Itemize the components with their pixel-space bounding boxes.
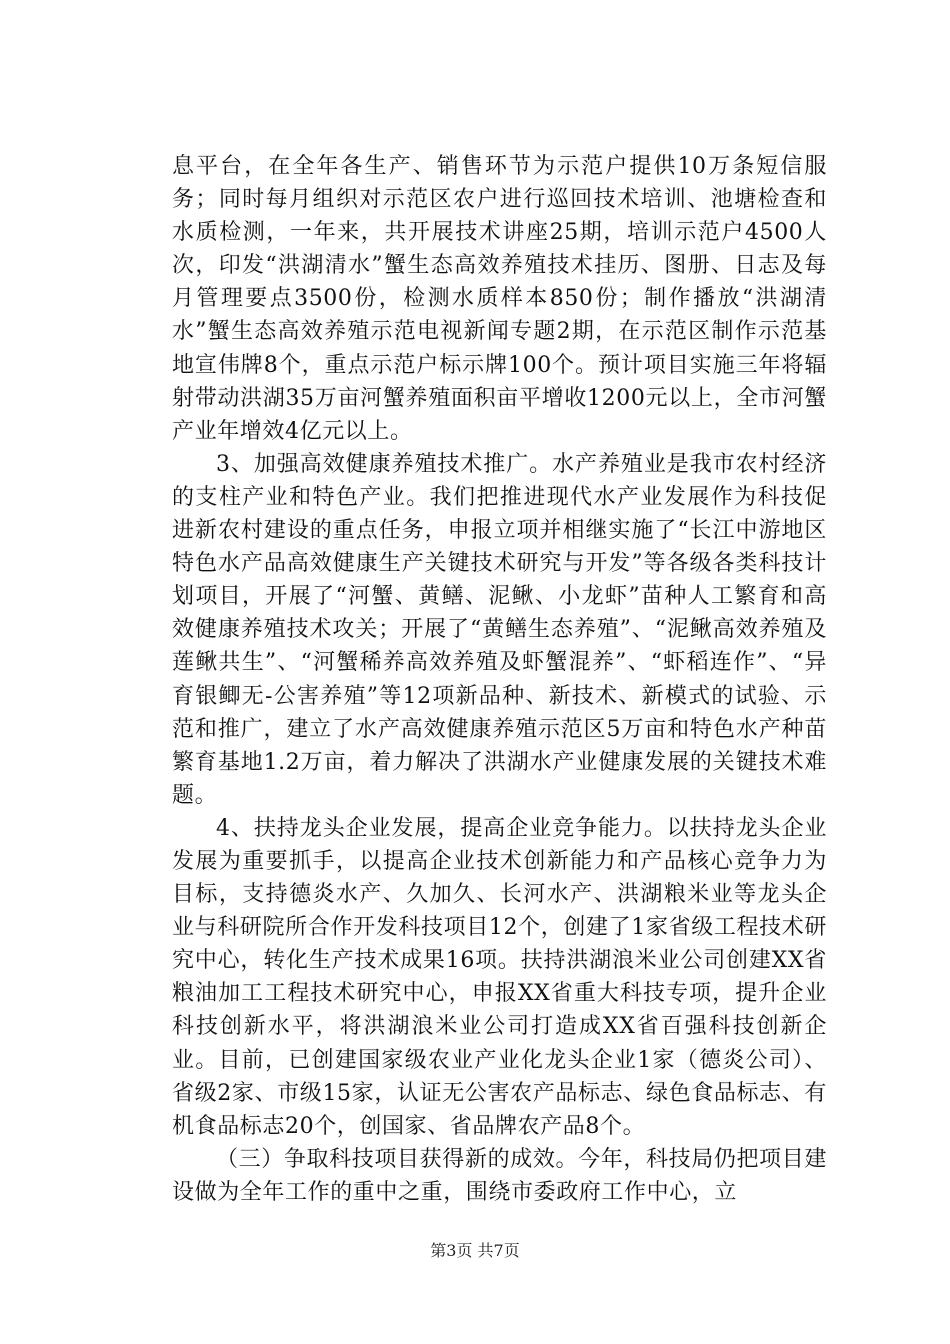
paragraph-sms-service: 息平台，在全年各生产、销售环节为示范户提供10万条短信服务；同时每月组织对示范区农户进行巡回技术培训、池塘检查和水质检测，一年来，共开展技术讲座25期，培训示范户4500人次，印发“洪湖清水”蟹生态高效养殖技术挂历、图册、日志及每月管理要点3500份，检测水质样本850份；制作播放“洪湖清水”蟹生态高效养殖示范电视新闻专题2期，在示范区制作示范基地宣伟牌8个，重点示范户标示牌100个。预计项目实施三年将辐射带动洪湖35万亩河蟹养殖面积亩平增收1200元以上，全市河蟹产业年增效4亿元以上。: [172, 154, 827, 444]
paragraph-leading-enterprises: 4、扶持龙头企业发展，提高企业竞争能力。以扶持龙头企业发展为重要抓手，以提高企业技术创新能力和产品核心竞争力为目标，支持德炎水产、久加久、长河水产、洪湖粮米业等龙头企业与科研院所合作开发科技项目12个，创建了1家省级工程技术研究中心，转化生产技术成果16项。扶持洪湖浪米业公司创建XX省粮油加工工程技术研究中心，申报XX省重大科技专项，提升企业科技创新水平，将洪湖浪米业公司打造成XX省百强科技创新企业。目前，已创建国家级农业产业化龙头企业1家（德炎公司）、省级2家、市级15家，认证无公害农产品标志、绿色食品标志、有机食品标志20个，创国家、省品牌农产品8个。: [172, 815, 827, 1139]
paragraph-sci-tech-projects: （三）争取科技项目获得新的成效。今年，科技局仍把项目建设做为全年工作的重中之重，围绕市委政府工作中心，立: [172, 1146, 827, 1205]
page-number-footer: 第3页 共7页: [430, 1241, 520, 1260]
paragraph-aquaculture-tech: 3、加强高效健康养殖技术推广。水产养殖业是我市农村经济的支柱产业和特色产业。我们把推进现代水产业发展作为科技促进新农村建设的重点任务，申报立项并相继实施了“长江中游地区特色水产品高效健康生产关键技术研究与开发”等各级各类科技计划项目，开展了“河蟹、黄鳝、泥鳅、小龙虾”苗种人工繁育和高效健康养殖技术攻关；开展了“黄鳝生态养殖”、“泥鳅高效养殖及莲鳅共生”、“河蟹稀养高效养殖及虾蟹混养”、“虾稻连作”、“异育银鲫无-公害养殖”等12项新品种、新技术、新模式的试验、示范和推广，建立了水产高效健康养殖示范区5万亩和特色水产种苗繁育基地1.2万亩，着力解决了洪湖水产业健康发展的关键技术难题。: [172, 451, 827, 808]
document-body: [172, 150, 827, 1209]
